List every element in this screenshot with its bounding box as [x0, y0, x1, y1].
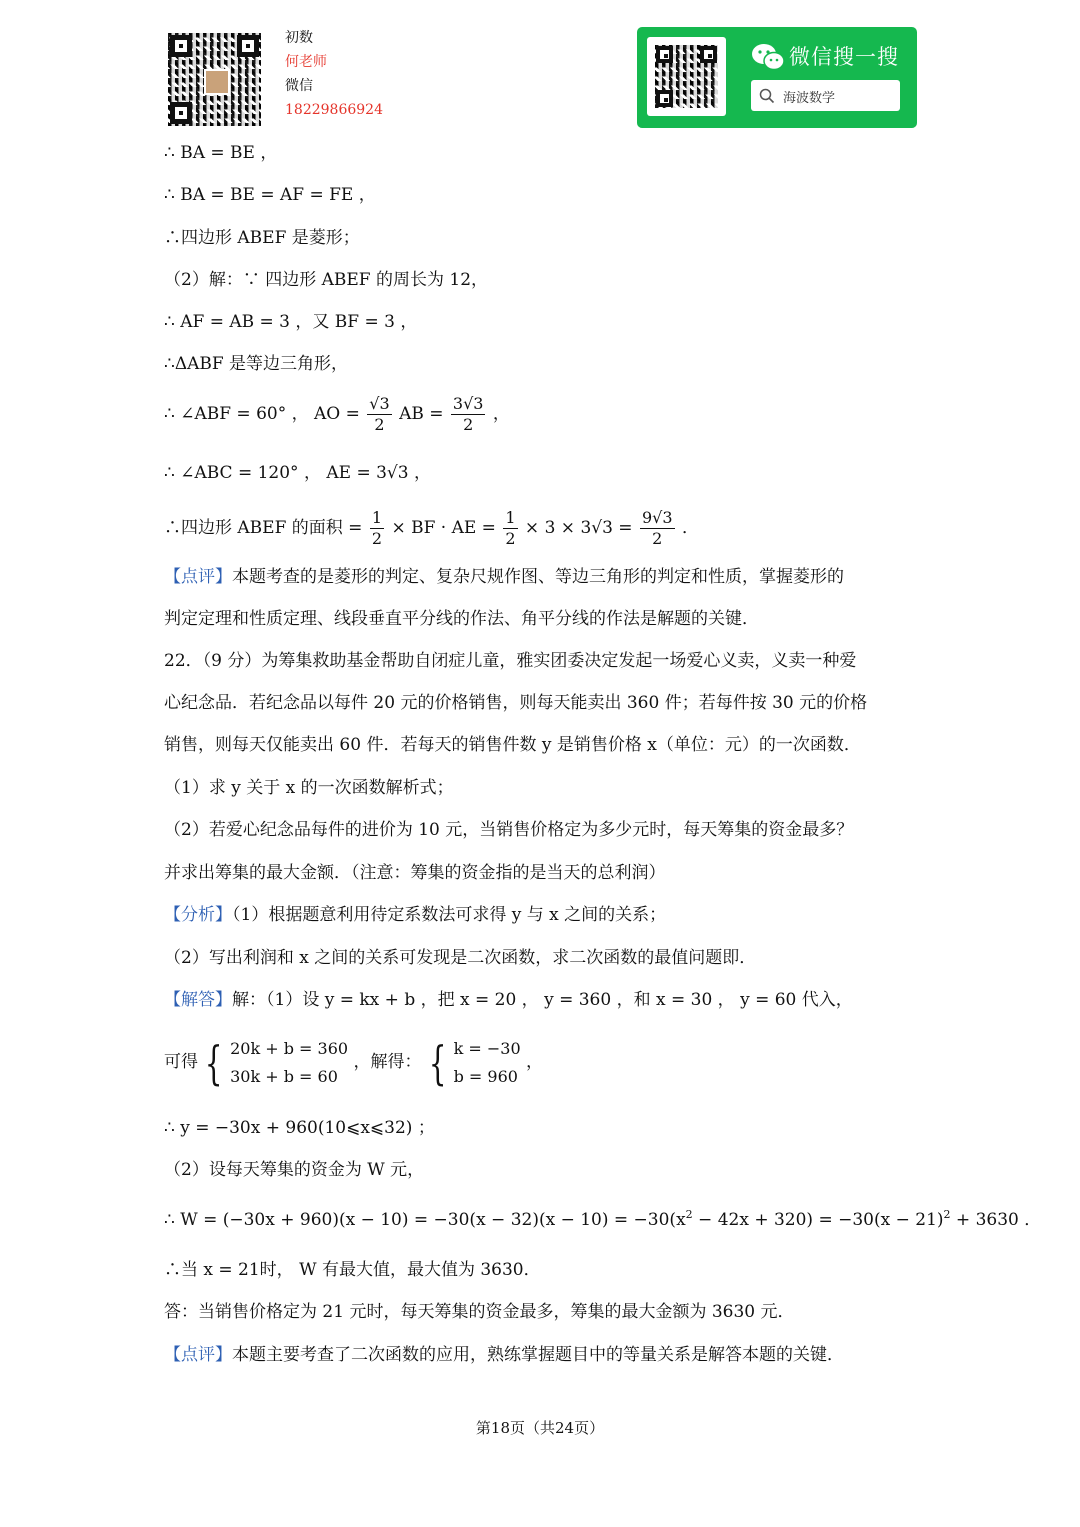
comment-tag-2: 【点评】: [164, 1345, 232, 1365]
question-22-part-1: （1）求 y 关于 x 的一次函数解析式；: [164, 778, 454, 798]
area-text: ∴四边形 ABEF 的面积 =: [164, 518, 363, 538]
equation-system: 20k + b = 360 30k + b = 60: [230, 1038, 349, 1086]
search-icon: [759, 88, 775, 104]
avatar: [204, 69, 230, 95]
comment-1-line-2: 判定定理和性质定理、线段垂直平分线的作法、角平分线的作法是解题的关键．: [164, 609, 759, 629]
contact-phone: 18229866924: [285, 102, 383, 118]
left-brace-1: {: [205, 1035, 223, 1090]
contact-wechat-label: 微信: [285, 78, 313, 94]
result-line-4: ∴当 x = 21时， W 有最大值，最大值为 3630．: [164, 1260, 541, 1280]
left-brace-2: {: [428, 1035, 447, 1090]
question-22-line-3: 销售，则每天仅能卖出 60 件．若每天的销售件数 y 是销售价格 x（单位：元）的一次函数．: [164, 735, 861, 755]
ab-equals-text: AB =: [399, 404, 444, 424]
answer-line: 答：当销售价格定为 21 元时，每天筹集的资金最多，筹集的最大金额为 3630 元．: [164, 1302, 795, 1322]
fraction-half-1: $\frac{1}{2}$: [371, 508, 383, 548]
contact-info: [285, 26, 383, 122]
result-line-2: （2）设每天筹集的资金为 W 元，: [164, 1160, 425, 1180]
contact-subject: 初数: [285, 30, 313, 46]
part2-line-3: ∴ΔABF 是等边三角形，: [164, 354, 349, 374]
proof-line-2: ∴ BA = BE = AF = FE ，: [164, 185, 376, 205]
wechat-search-field[interactable]: [751, 80, 900, 111]
equation-system-line: 可得 { 20k + b = 360 30k + b = 60 ，解得： { k = −30 b = 960 ，: [164, 1035, 544, 1090]
analysis-line-1: 【分析】（1）根据题意利用待定系数法可求得 y 与 x 之间的关系；: [164, 905, 667, 925]
fraction-9sqrt3-over-2: $\frac{9√3}{2}$: [641, 508, 673, 548]
wechat-search-query: 海波数学: [783, 91, 836, 106]
result-line-1: ∴ y = −30x + 960(10⩽x⩽32) ；: [164, 1118, 435, 1138]
analysis-tag: 【分析】: [164, 905, 232, 925]
page-number: 第18页（共24页）: [475, 1419, 605, 1437]
question-22-part-2: （2）若爱心纪念品每件的进价为 10 元，当销售价格定为多少元时，每天筹集的资金最多？: [164, 820, 854, 840]
question-22-line-1: 22．（9 分）为筹集救助基金帮助自闭症儿童，雅实团委决定发起一场爱心义卖，义卖一种爱: [164, 651, 857, 671]
part2-line-5: ∴ ∠ABC = 120° ， AE = 3√3 ，: [164, 463, 431, 483]
fraction-3sqrt3-over-2: $\frac{3√3}{2}$: [452, 394, 484, 434]
fraction-half-2: $\frac{1}{2}$: [505, 508, 516, 548]
wechat-search-banner[interactable]: [637, 27, 917, 128]
proof-line-1: ∴ BA = BE ，: [164, 143, 278, 163]
question-22-line-2: 心纪念品．若纪念品以每件 20 元的价格销售，则每天能卖出 360 件；若每件按 30 元的价格: [164, 693, 868, 713]
proof-line-3: ∴四边形 ABEF 是菱形；: [164, 228, 360, 248]
angle-abf-text: ∴ ∠ABF = 60° ， AO =: [164, 404, 360, 424]
wechat-search-title: 微信搜一搜: [789, 45, 899, 69]
question-22-note: 并求出筹集的最大金额．（注意：筹集的资金指的是当天的总利润）: [164, 863, 666, 883]
analysis-line-2: （2）写出利润和 x 之间的关系可发现是二次函数，求二次函数的最值问题即．: [164, 948, 757, 968]
part2-line-4: ∴ ∠ABF = 60° ， AO = $\frac{√3}{2}$ AB = $\frac{3√3}{2}$ ，: [164, 394, 510, 434]
wechat-qr-frame: [647, 37, 726, 116]
part2-line-1: （2）解：∵ 四边形 ABEF 的周长为 12，: [164, 270, 489, 290]
part2-line-6: ∴四边形 ABEF 的面积 = $\frac{1}{2}$ × BF · AE = $\frac{1}{2}$ × 3 × 3√3 = $\frac{9√3}{2}$ ．: [164, 508, 699, 548]
result-line-3: ∴ $W = (-30x + 960)(x - 10) = -30(x - 32)(x - 10) = -30(x^2 - 42x + 320) = -30(x - 21)^2 + 3630$ ．: [164, 1208, 1042, 1230]
solution-system: k = −30 b = 960: [453, 1038, 521, 1086]
solution-line-1: 【解答】解：（1）设 y = kx + b ，把 x = 20 ， y = 360 ，和 x = 30 ， y = 60 代入，: [164, 990, 853, 1010]
fraction-sqrt3-over-2: $\frac{√3}{2}$: [369, 394, 390, 434]
contact-teacher: 何老师: [285, 54, 327, 70]
comment-2-line: 【点评】本题主要考查了二次函数的应用，熟练掌握题目中的等量关系是解答本题的关键．: [164, 1345, 844, 1365]
comment-tag: 【点评】: [164, 567, 232, 587]
solution-tag: 【解答】: [164, 990, 232, 1010]
wechat-logo-icon: [751, 43, 785, 71]
comment-1-line-1: 【点评】本题考查的是菱形的判定、复杂尺规作图、等边三角形的判定和性质，掌握菱形的: [164, 567, 844, 587]
part2-line-2: ∴ AF = AB = 3 ，又 BF = 3 ，: [164, 312, 418, 332]
contact-qr-code: [168, 33, 261, 126]
wechat-qr-code: [655, 45, 718, 108]
